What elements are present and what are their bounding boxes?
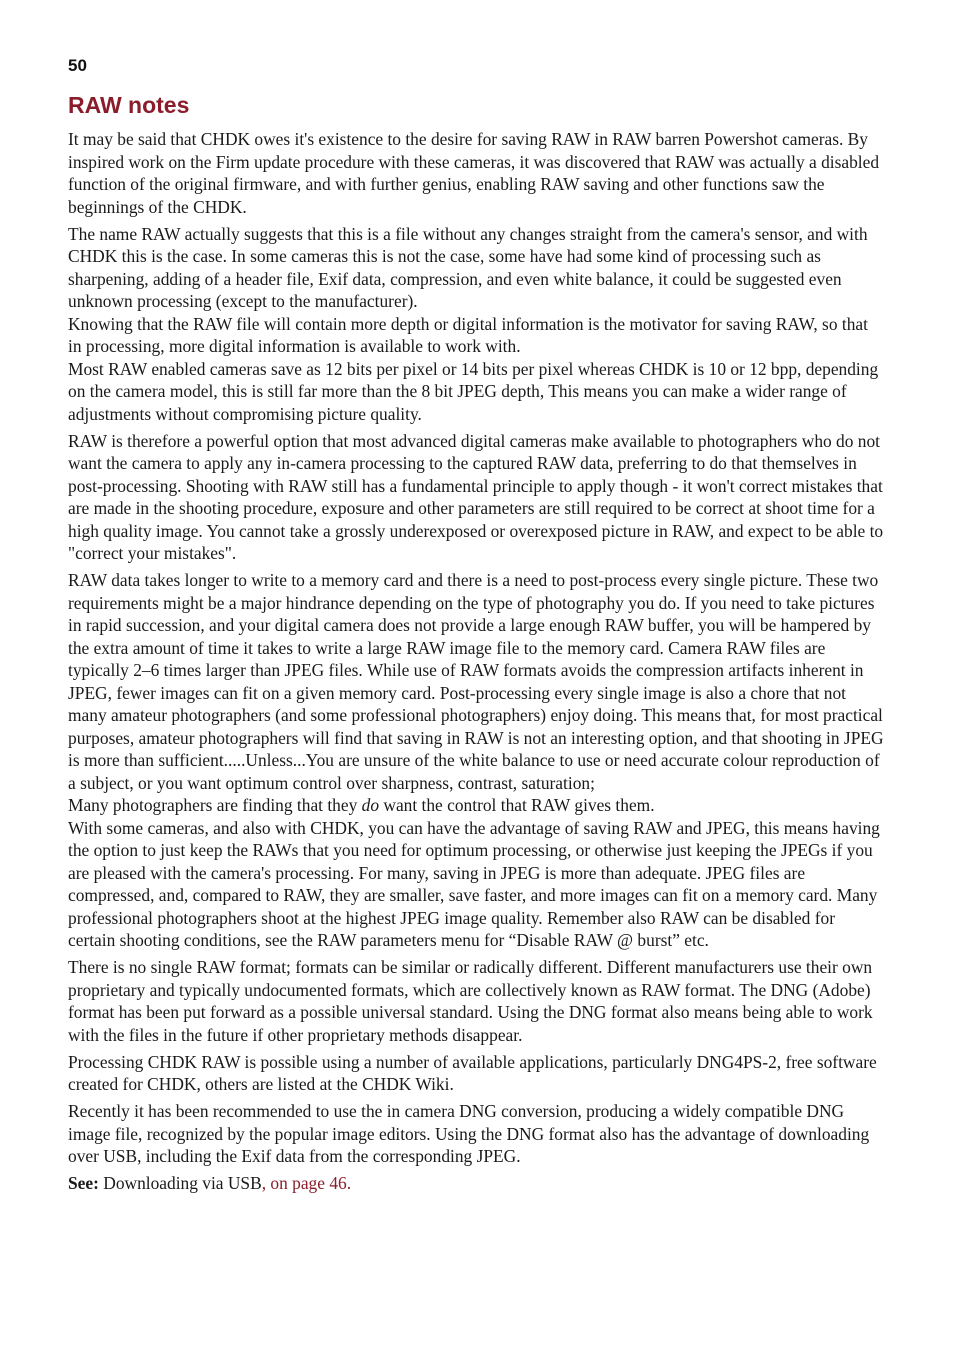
page-number: 50 [68, 56, 87, 75]
paragraph-raw-formats: There is no single RAW format; formats can be similar or radically different. Different manufacturers use their own proprietary and typically undocumented formats, which are collectively known as RAW format. The DNG (Adobe) format has been put forward as a possible universal standard. Using the DNG format also means being able to work with the files in the future if other proprietary methods disappear. [68, 957, 873, 1045]
paragraph-dng: Recently it has been recommended to use the in camera DNG conversion, producing a widely compatible DNG image file, recognized by the popular image editors. Using the DNG format also has the advantage of downloading over USB, including the Exif data from the corresponding JPEG. [68, 1101, 870, 1166]
see-page-link[interactable]: , on page 46. [261, 1173, 352, 1193]
paragraph-processing: Processing CHDK RAW is possible using a number of available applications, particularly DNG4PS-2, free software created for CHDK, others are listed at the CHDK Wiki. [68, 1051, 877, 1094]
paragraph-raw-jpeg: With some cameras, and also with CHDK, you can have the advantage of saving RAW and JPEG, this means having the option to just keep the RAWs that you need for optimum processing, or otherwise just keeping the JPEGs if you are pleased with the camera's processing. For many, saving in JPEG is more than adequate. JPEG files are compressed, and, compared to RAW, they are smaller, save faster, and more images can fit on a memory card. Many professional photographers shoot at the highest JPEG image quality. Remember also RAW can be disabled for certain shooting conditions, see the RAW parameters menu for “Disable RAW @ burst” etc. [68, 817, 880, 950]
see-label: See: [68, 1173, 99, 1193]
control-before: Many photographers are finding that they [68, 795, 362, 815]
paragraph-raw-drawbacks [68, 569, 884, 794]
control-after: want the control that RAW gives them. [379, 795, 655, 815]
document-page [68, 54, 884, 1199]
drawbacks-text: RAW data takes longer to write to a memory card and there is a need to post-process every single picture. These two requirements might be a major hindrance depending on the type of photography you do. If you need to take pictures in rapid succession, and your digital camera does not provide a large enough RAW buffer, you will be hampered by the extra amount of time it takes to write a large RAW image file to the memory card. Camera RAW files are typically 2–6 times larger than JPEG files. While use of RAW formats avoids the compression artifacts inherent in JPEG, fewer images can fit on a given memory card. Post-processing every single image is also a chore that not many amateur photographers (and some professional photographers) enjoy doing. This means that, for most practical purposes, amateur photographers will find that saving in RAW is not an interesting option, and that shooting in JPEG is more than sufficient.....Unless...You are unsure of the white balance to use or need accurate colour reproduction of a subject, or you want optimum control over sharpness, contrast, saturation; [68, 570, 884, 793]
paragraph-raw-name: The name RAW actually suggests that this is a file without any changes straight from the camera's sensor, and with CHDK this is the case. In some cameras this is not the case, some have had some kind of processing such as sharpening, adding of a header file, Exif data, compression, and even white balance, it could be suggested even unknown processing (except to the manufacturer). Knowing that the RAW file will contain more depth or digital information is the motivator for saving RAW, so that in processing, more digital information is available to work with. Most RAW enabled cameras save as 12 bits per pixel or 14 bits per pixel whereas CHDK is 10 or 12 bpp, depending on the camera model, this is still far more than the 8 bit JPEG depth, This means you can make a wider range of adjustments without compromising picture quality. [68, 223, 879, 424]
paragraph-origin: It may be said that CHDK owes it's existence to the desire for saving RAW in RAW barren Powershot cameras. By inspired work on the Firm update procedure with these cameras, it was discovered that RAW was actually a disabled function of the original firmware, and with further genius, enabling RAW saving and other functions saw the beginnings of the CHDK. [68, 129, 880, 217]
control-emphasis: do [361, 795, 380, 815]
see-reference [68, 1172, 884, 1195]
see-text: Downloading via USB [98, 1173, 262, 1193]
paragraph-raw-power: RAW is therefore a powerful option that most advanced digital cameras make available to photographers who do not want the camera to apply any in-camera processing to the captured RAW data, preferring to do that themselves in post-processing. Shooting with RAW still has a fundamental principle to apply though - it won't correct mistakes that are made in the shooting procedure, exposure and other parameters are still required to be correct at shoot time for a high quality image. You cannot take a grossly underexposed or overexposed picture in RAW, and expect to be able to "correct your mistakes". [68, 430, 884, 563]
section-heading: RAW notes [68, 92, 190, 118]
paragraph-control [68, 794, 884, 817]
